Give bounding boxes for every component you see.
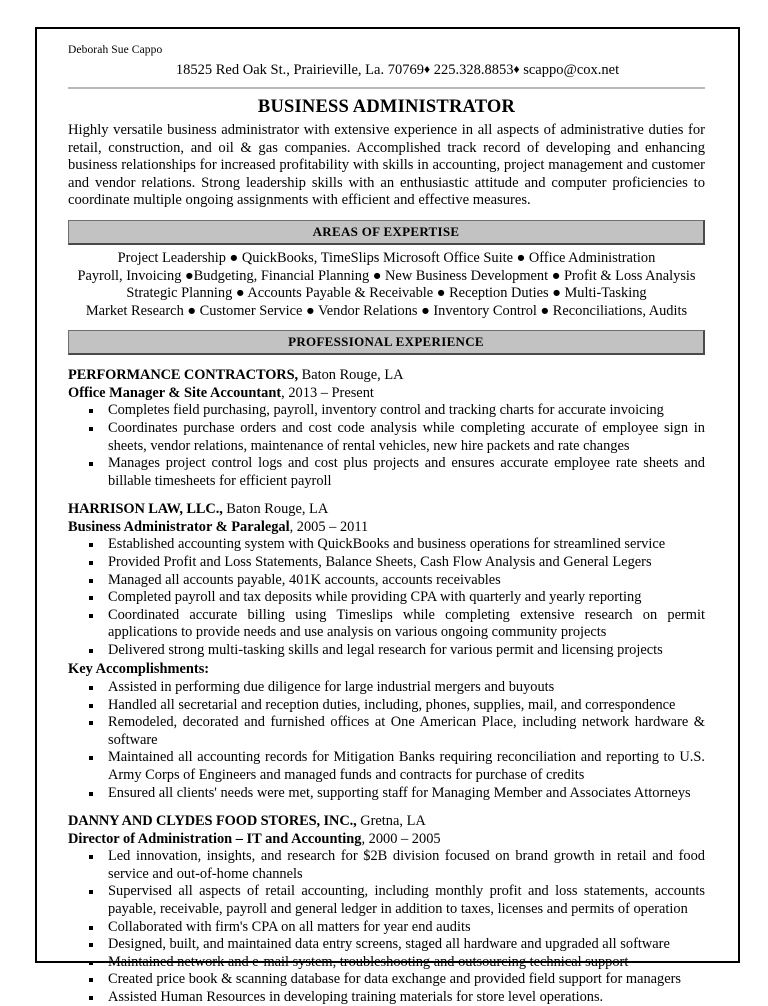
job-bullets xyxy=(68,536,705,659)
job-role-dates: , 2005 – 2011 xyxy=(289,518,369,535)
contact-address: 18525 Red Oak St., Prairieville, La. 70769 xyxy=(175,62,424,78)
job-role-title: Office Manager & Site Accountant xyxy=(68,384,282,401)
professional-summary: Highly versatile business administrator with extensive experience in all aspects of administrative duties for retail, construction, and oil & gas companies. Accomplished track record of developing and enhancing business relationships for increased profitability with skills in accounting, project management and customer and vendor relations. Strong leadership skills with an enthusiastic attitude and computer proficiencies to coordinate multiple ongoing assignments with efficient and effective measures. xyxy=(68,122,705,209)
job-entry xyxy=(68,367,705,490)
job-company-name: PERFORMANCE CONTRACTORS, xyxy=(68,367,298,384)
list-item: Handled all secretarial and reception duties, including, phones, supplies, mail, and correspondence xyxy=(68,697,705,715)
list-item: Assisted in performing due diligence for large industrial mergers and buyouts xyxy=(68,679,705,697)
expertise-line: Project Leadership ● QuickBooks, TimeSlips Microsoft Office Suite ● Office Administration xyxy=(117,249,656,266)
list-item: Managed all accounts payable, 401K accounts, accounts receivables xyxy=(68,572,705,590)
list-item: Led innovation, insights, and research for $2B division focused on brand growth in retail and food service and out-of-home channels xyxy=(68,848,705,883)
contact-separator-2: ♦ xyxy=(513,62,520,76)
key-accomplishments-bullets xyxy=(68,679,705,802)
contact-phone: 225.328.8853 xyxy=(433,62,514,78)
job-company-location: Gretna, LA xyxy=(356,813,426,830)
list-item: Supervised all aspects of retail accounting, including monthly profit and loss statements, accounts payable, receivable, payroll and general ledger in addition to taxes, licenses and permits of operation xyxy=(68,883,705,918)
contact-email: scappo@cox.net xyxy=(523,62,620,78)
list-item: Completes field purchasing, payroll, inventory control and tracking charts for accurate invoicing xyxy=(68,402,705,420)
list-item: Assisted Human Resources in developing training materials for store level operations. xyxy=(68,989,705,1006)
list-item: Designed, built, and maintained data entry screens, staged all hardware and upgraded all software xyxy=(68,936,705,954)
job-role xyxy=(68,831,705,849)
job-company xyxy=(68,813,705,831)
list-item: Established accounting system with QuickBooks and business operations for streamlined service xyxy=(68,536,705,554)
list-item: Maintained network and e-mail system, troubleshooting and outsourcing technical support xyxy=(68,954,705,972)
job-role-title: Business Administrator & Paralegal xyxy=(68,518,290,535)
job-entry xyxy=(68,501,705,802)
job-company-name: HARRISON LAW, LLC., xyxy=(68,501,223,518)
job-company xyxy=(68,367,705,385)
page-title: BUSINESS ADMINISTRATOR xyxy=(257,97,516,117)
expertise-line: Payroll, Invoicing ●Budgeting, Financial Planning ● New Business Development ● Profit & Loss Analysis xyxy=(77,267,696,284)
expertise-line: Strategic Planning ● Accounts Payable & Receivable ● Reception Duties ● Multi-Tasking xyxy=(126,285,647,302)
job-role-title: Director of Administration – IT and Accounting xyxy=(68,830,362,847)
list-item: Completed payroll and tax deposits while providing CPA with quarterly and yearly reporting xyxy=(68,589,705,607)
job-bullets xyxy=(68,402,705,490)
expertise-list xyxy=(68,250,705,320)
section-banner-experience: PROFESSIONAL EXPERIENCE xyxy=(68,330,705,355)
list-item: Coordinates purchase orders and cost code analysis while completing accurate of employee sign in sheets, vendor relations, maintenance of rental vehicles, new hire packets and rate changes xyxy=(68,420,705,455)
list-item: Remodeled, decorated and furnished offices at One American Place, including network hardware & software xyxy=(68,714,705,749)
job-role-dates: , 2000 – 2005 xyxy=(361,830,441,847)
job-company-location: Baton Rouge, LA xyxy=(298,367,404,384)
job-role xyxy=(68,385,705,403)
job-role-dates: , 2013 – Present xyxy=(281,384,374,401)
job-company-name: DANNY AND CLYDES FOOD STORES, INC., xyxy=(68,813,357,830)
expertise-line: Market Research ● Customer Service ● Vendor Relations ● Inventory Control ● Reconciliations, Audits xyxy=(85,302,688,319)
list-item: Delivered strong multi-tasking skills and legal research for various permit and licensing projects xyxy=(68,642,705,660)
list-item: Maintained all accounting records for Mitigation Banks requiring reconciliation and reporting to U.S. Army Corps of Engineers and managed funds and contracts for purchase of credits xyxy=(68,749,705,784)
job-company xyxy=(68,501,705,519)
contact-line xyxy=(68,59,705,80)
key-accomplishments-heading: Key Accomplishments: xyxy=(68,661,210,678)
contact-separator-1: ♦ xyxy=(423,62,431,76)
job-company-location: Baton Rouge, LA xyxy=(222,501,329,518)
list-item: Manages project control logs and cost plus projects and ensures accurate employee rate sheets and billable timesheets for efficient payroll xyxy=(68,455,705,490)
job-role xyxy=(68,519,705,537)
list-item: Ensured all clients' needs were met, supporting staff for Managing Member and Associates Attorneys xyxy=(68,785,705,803)
header-divider xyxy=(68,87,705,89)
list-item: Collaborated with firm's CPA on all matters for year end audits xyxy=(68,919,705,937)
job-entry xyxy=(68,813,705,1006)
section-banner-expertise: AREAS OF EXPERTISE xyxy=(68,220,705,245)
list-item: Coordinated accurate billing using Timeslips while completing extensive research on permit applications to provide needs and use analysis on various ongoing community projects xyxy=(68,607,705,642)
list-item: Created price book & scanning database for data exchange and provided field support for managers xyxy=(68,971,705,989)
candidate-name: Deborah Sue Cappo xyxy=(68,44,163,56)
resume-content xyxy=(68,43,705,1006)
job-bullets xyxy=(68,848,705,1006)
resume-page xyxy=(35,27,740,1005)
list-item: Provided Profit and Loss Statements, Balance Sheets, Cash Flow Analysis and General Legers xyxy=(68,554,705,572)
